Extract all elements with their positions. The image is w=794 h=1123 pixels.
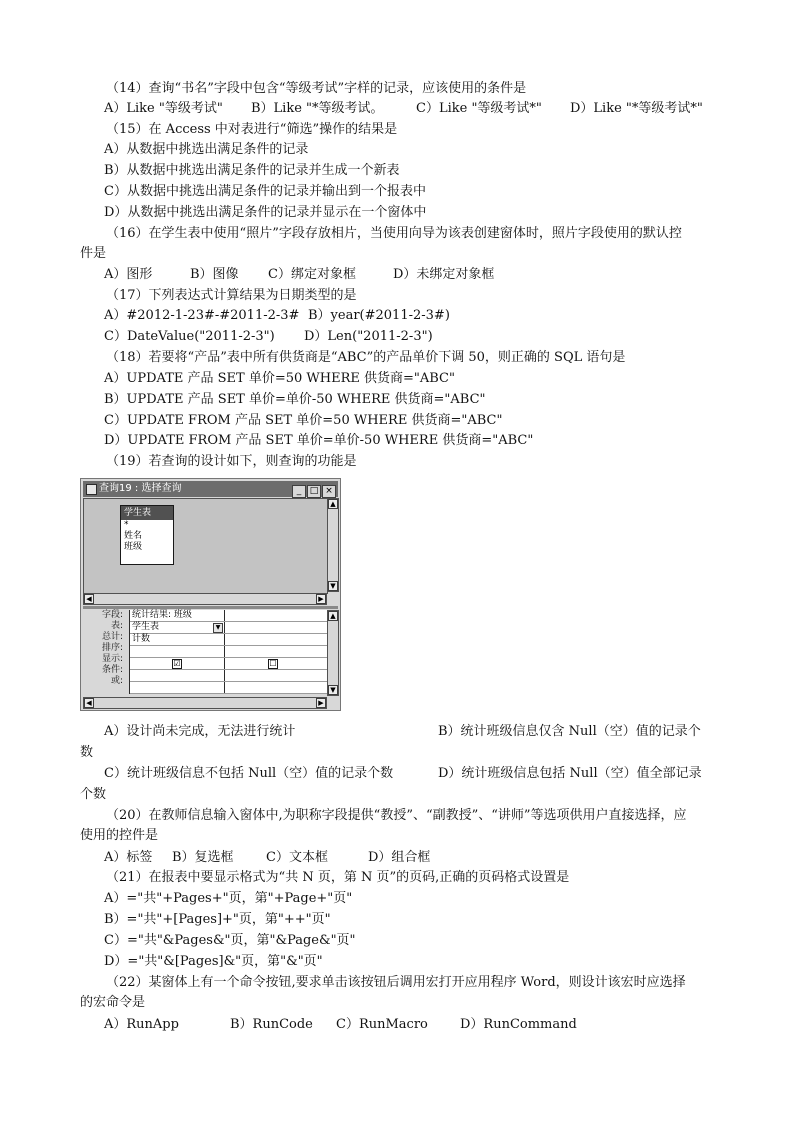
scroll-right-icon: ▶ — [316, 594, 326, 604]
option-a: A）#2012-1-23#-#2011-2-3# — [104, 308, 300, 323]
row-label: 字段: — [101, 610, 123, 620]
grid-row-show — [130, 658, 327, 670]
question-stem-cont: 的宏命令是 — [80, 995, 146, 1010]
option-d: D）组合框 — [368, 850, 431, 865]
scroll-down-icon: ▼ — [328, 581, 338, 591]
option-b: B）复选框 — [172, 850, 234, 865]
option-d: D）统计班级信息包括 Null（空）值全部记录 — [438, 766, 702, 781]
option-b: B）RunCode — [230, 1017, 313, 1032]
option-b-cont: 数 — [80, 745, 94, 760]
design-grid — [129, 610, 327, 694]
option-b: B）Like "*等级考试。 — [251, 101, 384, 116]
option-a: A）标签 — [104, 850, 153, 865]
grid-row-sort — [130, 646, 327, 658]
option-d: D）从数据中挑选出满足条件的记录并显示在一个窗体中 — [104, 205, 427, 220]
option-c: C）绑定对象框 — [268, 267, 356, 282]
field-list-item: 班级 — [124, 542, 143, 552]
option-c: C）文本框 — [266, 850, 328, 865]
option-b: B）统计班级信息仅含 Null（空）值的记录个 — [438, 724, 701, 739]
minimize-icon: _ — [292, 485, 306, 498]
or-cell — [130, 682, 225, 693]
criteria-cell-empty — [224, 670, 326, 681]
close-icon: × — [322, 485, 336, 498]
window-title: 查询19 : 选择查询 — [99, 483, 182, 494]
row-label: 排序: — [101, 643, 123, 653]
option-a: A）Like "等级考试" — [104, 101, 223, 116]
question-stem: （17）下列表达式计算结果为日期类型的是 — [106, 288, 357, 303]
field-cell: 统计结果: 班级 — [130, 610, 225, 621]
question-stem: （22）某窗体上有一个命令按钮,要求单击该按钮后调用宏打开应用程序 Word，则设计该宏时应选择 — [106, 975, 686, 990]
query-design-figure — [80, 478, 341, 711]
table-cell-empty — [224, 622, 326, 633]
option-b: B）图像 — [190, 267, 239, 282]
show-cell-2 — [224, 658, 326, 669]
field-cell-empty — [224, 610, 326, 621]
option-c: C）DateValue("2011-2-3") — [104, 329, 275, 344]
option-d: D）="共"&[Pages]&"页，第"&"页" — [104, 954, 323, 969]
table-cell — [130, 622, 225, 633]
field-list — [120, 505, 174, 565]
grid-row-labels — [83, 610, 127, 687]
row-label: 总计: — [101, 632, 123, 642]
option-d-cont: 个数 — [80, 787, 107, 802]
option-d: D）UPDATE FROM 产品 SET 单价=单价-50 WHERE 供货商="ABC" — [104, 433, 534, 448]
option-b: B）year(#2011-2-3#) — [308, 308, 450, 323]
or-cell-empty — [224, 682, 326, 693]
option-a: A）RunApp — [104, 1017, 179, 1032]
scroll-up-icon: ▲ — [328, 499, 338, 509]
option-a: A）图形 — [104, 267, 153, 282]
grid-row-table — [130, 622, 327, 634]
option-a: A）UPDATE 产品 SET 单价=50 WHERE 供货商="ABC" — [104, 371, 455, 386]
window-buttons — [291, 483, 336, 499]
horizontal-scrollbar — [83, 593, 327, 605]
option-a: A）="共"+Pages+"页，第"+Page+"页" — [104, 891, 353, 906]
criteria-cell — [130, 670, 225, 681]
scroll-left-icon: ◀ — [84, 698, 94, 708]
option-b: B）UPDATE 产品 SET 单价=单价-50 WHERE 供货商="ABC" — [104, 392, 486, 407]
question-stem: （19）若查询的设计如下，则查询的功能是 — [106, 454, 357, 469]
scroll-right-icon: ▶ — [316, 698, 326, 708]
option-b: B）="共"+[Pages]+"页，第"++"页" — [104, 912, 331, 927]
question-stem: （18）若要将“产品”表中所有供货商是“ABC”的产品单价下调 50，则正确的 SQL 语句是 — [106, 350, 626, 365]
option-d: D）Like "*等级考试*" — [570, 101, 703, 116]
option-a: A）设计尚未完成，无法进行统计 — [104, 724, 296, 739]
option-b: B）从数据中挑选出满足条件的记录并生成一个新表 — [104, 163, 400, 178]
field-list-item: * — [124, 520, 129, 530]
sort-cell — [130, 646, 225, 657]
show-cell — [130, 658, 225, 669]
table-cell-value: 学生表 — [132, 622, 160, 632]
show-checkbox-checked: ☑ — [173, 659, 181, 668]
show-checkbox-unchecked: ☐ — [269, 659, 277, 668]
grid-row-criteria — [130, 670, 327, 682]
total-cell-empty — [224, 634, 326, 645]
field-list-item: 姓名 — [124, 531, 143, 541]
option-d: D）Len("2011-2-3") — [304, 329, 433, 344]
sort-cell-empty — [224, 646, 326, 657]
row-label: 表: — [110, 621, 123, 631]
vertical-scrollbar — [327, 498, 339, 592]
option-c: C）UPDATE FROM 产品 SET 单价=50 WHERE 供货商="ABC" — [104, 413, 503, 428]
table-pane — [83, 498, 328, 594]
dropdown-arrow-icon: ▼ — [213, 623, 223, 633]
table-name: 学生表 — [121, 506, 173, 520]
total-cell: 计数 — [130, 634, 225, 645]
option-a: A）从数据中挑选出满足条件的记录 — [104, 142, 309, 157]
option-c: C）从数据中挑选出满足条件的记录并输出到一个报表中 — [104, 184, 426, 199]
design-grid-pane — [83, 610, 326, 697]
question-stem-cont: 使用的控件是 — [80, 828, 159, 843]
row-label: 显示: — [101, 654, 123, 664]
question-stem: （14）查询“书名”字段中包含“等级考试”字样的记录，应该使用的条件是 — [106, 81, 527, 96]
scroll-down-icon: ▼ — [328, 685, 338, 695]
pane-divider — [83, 606, 338, 609]
row-label: 或: — [110, 676, 123, 686]
option-d: D）RunCommand — [460, 1017, 577, 1032]
scroll-left-icon: ◀ — [84, 594, 94, 604]
option-c: C）RunMacro — [336, 1017, 428, 1032]
vertical-scrollbar — [327, 610, 339, 696]
row-label: 条件: — [101, 665, 123, 675]
option-d: D）未绑定对象框 — [393, 267, 495, 282]
horizontal-scrollbar — [83, 697, 327, 709]
option-c: C）Like "等级考试*" — [416, 101, 542, 116]
question-stem: （15）在 Access 中对表进行“筛选”操作的结果是 — [106, 122, 398, 137]
grid-row-field — [130, 610, 327, 622]
question-stem-cont: 件是 — [80, 246, 107, 261]
grid-row-or — [130, 682, 327, 694]
maximize-icon: □ — [307, 485, 321, 498]
option-c: C）统计班级信息不包括 Null（空）值的记录个数 — [104, 766, 394, 781]
scroll-up-icon: ▲ — [328, 611, 338, 621]
question-stem: （16）在学生表中使用“照片”字段存放相片，当使用向导为该表创建窗体时，照片字段使用的默认控 — [106, 226, 682, 241]
window-icon — [86, 484, 97, 495]
question-stem: （21）在报表中要显示格式为“共 N 页，第 N 页”的页码,正确的页码格式设置是 — [106, 870, 570, 885]
window-titlebar — [83, 481, 338, 497]
question-stem: （20）在教师信息输入窗体中,为职称字段提供“教授”、“副教授”、“讲师”等选项供用户直接选择，应 — [106, 808, 687, 823]
option-c: C）="共"&Pages&"页，第"&Page&"页" — [104, 933, 356, 948]
grid-row-total — [130, 634, 327, 646]
